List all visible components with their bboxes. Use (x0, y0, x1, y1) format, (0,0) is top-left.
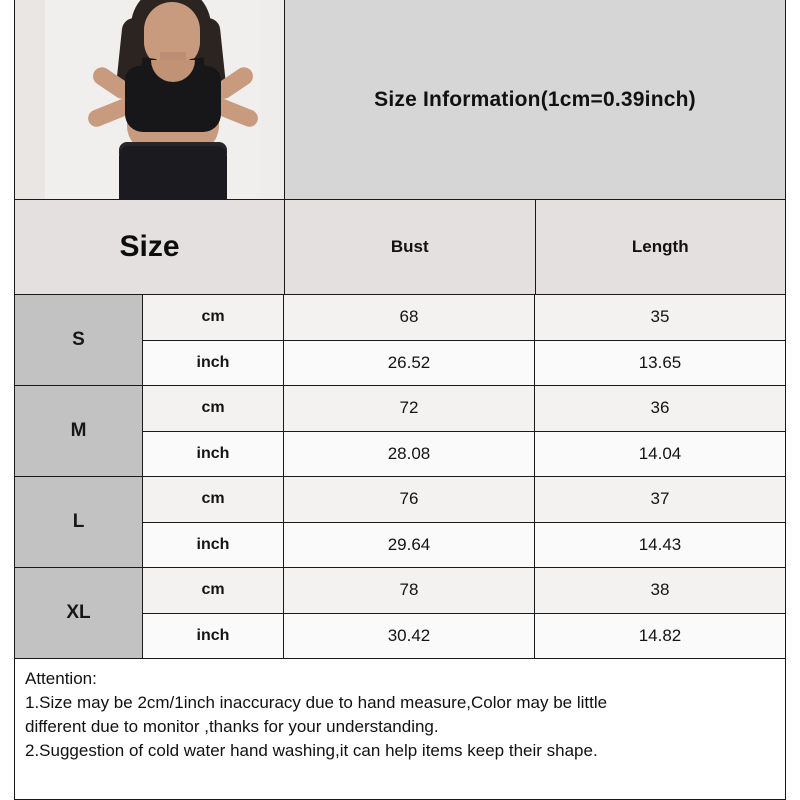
unit-label-inch: inch (143, 614, 284, 659)
length-value-inch: 14.43 (638, 534, 682, 554)
model-illustration (15, 0, 284, 199)
length-value-cm: 36 (650, 398, 670, 418)
measure-row-inch (143, 432, 785, 477)
bust-value-cm: 68 (284, 295, 535, 340)
length-value-cm: 38 (650, 580, 670, 600)
size-measure-rows (143, 295, 785, 385)
bust-value-inch: 29.64 (284, 523, 535, 568)
unit-label-cm: cm (143, 477, 284, 522)
attention-line-3: 2.Suggestion of cold water hand washing,it can help items keep their shape. (25, 741, 598, 761)
column-header-length: Length (536, 200, 786, 294)
bust-value-inch: 30.42 (284, 614, 535, 659)
size-information-title-cell (285, 0, 785, 199)
table-row (15, 295, 785, 386)
unit-label-cm: cm (143, 568, 284, 613)
column-header-row (15, 200, 785, 295)
attention-note (15, 659, 785, 799)
size-label: L (15, 477, 143, 567)
measure-row-inch (143, 614, 785, 659)
attention-line-2: different due to monitor ,thanks for your understanding. (25, 717, 439, 737)
column-header-size: Size (15, 200, 285, 294)
length-value-inch: 13.65 (638, 352, 682, 372)
chart-header-row (15, 0, 785, 200)
table-row (15, 568, 785, 659)
measure-row-cm (143, 568, 785, 614)
table-row (15, 386, 785, 477)
size-label: M (15, 386, 143, 476)
bust-value-cm: 78 (284, 568, 535, 613)
bust-value-inch: 28.08 (284, 432, 535, 477)
size-label: XL (15, 568, 143, 658)
bust-value-inch: 26.52 (284, 341, 535, 386)
product-photo (15, 0, 285, 199)
length-value-cm: 37 (650, 489, 670, 509)
size-measure-rows (143, 477, 785, 567)
size-table-body (15, 295, 785, 659)
model-leggings (119, 146, 227, 199)
unit-label-inch: inch (143, 523, 284, 568)
measure-row-cm (143, 386, 785, 432)
size-measure-rows (143, 386, 785, 476)
measure-row-cm (143, 477, 785, 523)
measure-row-cm (143, 295, 785, 341)
attention-heading: Attention: (25, 669, 97, 688)
unit-label-cm: cm (143, 295, 284, 340)
bust-value-cm: 72 (284, 386, 535, 431)
table-row (15, 477, 785, 568)
size-measure-rows (143, 568, 785, 658)
page-title: Size Information(1cm=0.39inch) (374, 87, 696, 111)
length-value-inch: 14.82 (638, 625, 682, 645)
measure-row-inch (143, 523, 785, 568)
attention-line-1: 1.Size may be 2cm/1inch inaccuracy due to hand measure,Color may be little (25, 693, 608, 713)
size-chart-card (14, 0, 786, 800)
unit-label-cm: cm (143, 386, 284, 431)
size-label: S (15, 295, 143, 385)
unit-label-inch: inch (143, 341, 284, 386)
measure-row-inch (143, 341, 785, 386)
length-value-inch: 14.04 (638, 443, 682, 463)
length-value-cm: 35 (650, 307, 670, 327)
column-header-bust: Bust (285, 200, 536, 294)
bust-value-cm: 76 (284, 477, 535, 522)
unit-label-inch: inch (143, 432, 284, 477)
